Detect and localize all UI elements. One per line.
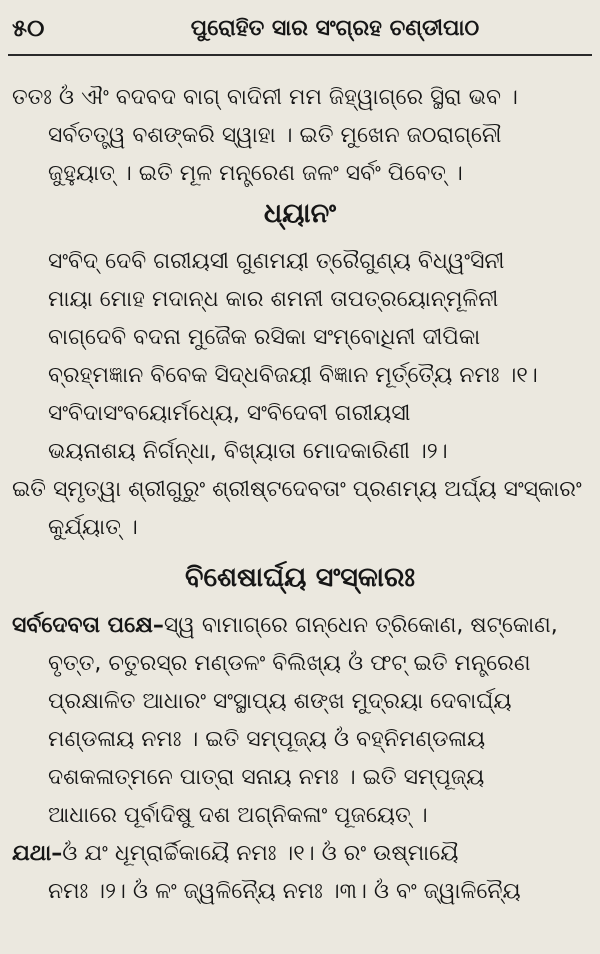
text-line: ତତଃ ଓଁ ଐଂ ବଦବଦ ବାଗ୍ ବାଦିନୀ ମମ ଜିହ୍ୱାଗ୍ରେ ସ୍ଥିରା ଭବ ।: [12, 85, 518, 110]
running-title: ପୁରୋହିତ ସାର ସଂଗ୍ରହ ଚଣ୍ଡୀପାଠ: [190, 16, 480, 41]
text-line: ବୃତ୍ତ, ଚତୁରସ୍ର ମଣ୍ଡଳଂ ବିଲିଖ୍ୟ ଓଁ ଫଟ୍ ଇତି ମନ୍ତ୍ରେଣ: [48, 651, 531, 676]
text-line: ସର୍ବତତ୍ତ୍ୱ ବଶଙ୍କରି ସ୍ୱାହା । ଇତି ମୁଖେନ ଜଠରାଗ୍ନୌ: [48, 123, 502, 148]
page-header: [0, 6, 600, 50]
line-text: ସ୍ୱ ବାମାଗ୍ରେ ଗନ୍ଧେନ ତ୍ରିକୋଣ, ଷଟ୍‌କୋଣ,: [163, 613, 558, 638]
section-heading-vishesh: ବିଶେଷାର୍ଘ୍ୟ ସଂସ୍କାରଃ: [185, 562, 415, 593]
verse-line: ବାଗ୍‌ଦେବି ବଦନା ମୁଜୈକ ରସିକା ସଂମ୍ବୋଧିନୀ ଦୀପିକା: [48, 325, 481, 350]
line-text: ଓଁ ଯଂ ଧୂମ୍ରାର୍ଚ୍ଚିକାୟୈ ନମଃ ।୧। ଓଁ ରଂ ଉଷ୍ମାୟୈ: [62, 841, 459, 866]
text-line: କୁର୍ଯ୍ୟାତ୍ ।: [48, 515, 138, 540]
text-line: [12, 836, 588, 872]
text-line: ନମଃ ।୨। ଓଁ ଳଂ ଜ୍ୱଳିନ୍ୟୈ ନମଃ ।୩। ଓଁ ବଂ ଜ୍ୱାଳିନ୍ୟୈ: [48, 879, 521, 904]
header-rule: [8, 54, 592, 56]
page-number: ୫୦: [12, 14, 45, 42]
section-heading-dhyan: ଧ୍ୟାନଂ: [263, 198, 337, 229]
verse-line: ସଂବିଦାସଂବୟୋର୍ମଧ୍ୟେ, ସଂବିଦେବୀ ଗରୀୟସୀ: [48, 401, 411, 426]
text-line: ମଣ୍ଡଳାୟ ନମଃ । ଇତି ସମ୍ପୂଜ୍ୟ ଓଁ ବହ୍ନିମଣ୍ଡଳାୟ: [48, 727, 486, 752]
verse-line: ମାୟା ମୋହ ମଦାନ୍ଧ କାର ଶମନୀ ତାପତ୍ରୟୋନ୍ମୂଳିନୀ: [48, 287, 499, 312]
text-line: ଦଶକଳାତ୍ମନେ ପାତ୍ରା ସନାୟ ନମଃ । ଇତି ସମ୍ପୂଜ୍ୟ: [48, 765, 485, 790]
line-lead: ଯଥା–: [12, 841, 63, 866]
verse-line: ଭୟନାଶୟ ନିର୍ଗନ୍ଧା, ବିଖ୍ୟାତା ମୋଦକାରିଣୀ ।୨।: [48, 439, 448, 464]
text-line: ଆଧାରେ ପୂର୍ବାଦିଷୁ ଦଶ ଅଗ୍ନିକଳାଂ ପୂଜୟେତ୍ ।: [48, 803, 428, 828]
verse-line: ସଂବିଦ୍ ଦେବି ଗରୀୟସୀ ଗୁଣମୟୀ ତ୍ରୈଗୁଣ୍ୟ ବିଧ୍ୱଂସିନୀ: [48, 249, 505, 274]
verse-line: ବ୍ରହ୍ମଜ୍ଞାନ ବିବେକ ସିଦ୍ଧବିଜୟୀ ବିଜ୍ଞାନ ମୂର୍ତ୍ତ୍ୟୈ ନମଃ ।୧।: [48, 363, 538, 388]
text-line: ଜୁହୁୟାତ୍ । ଇତି ମୂଳ ମନ୍ତ୍ରେଣ ଜଳଂ ସର୍ବଂ ପିବେତ୍ ।: [48, 161, 463, 186]
text-line: ଇତି ସ୍ମୃତ୍ୱା ଶ୍ରୀଗୁରୁଂ ଶ୍ରୀଷ୍ଟଦେବତାଂ ପ୍ରଣମ୍ୟ ଅର୍ଘ୍ୟ ସଂସ୍କାରଂ: [12, 477, 582, 502]
text-line: [12, 608, 588, 644]
line-lead: ସର୍ବଦେବତା ପକ୍ଷେ–: [12, 613, 164, 638]
text-line: ପ୍ରକ୍ଷାଳିତ ଆଧାରଂ ସଂସ୍ଥାପ୍ୟ ଶଙ୍ଖ ମୁଦ୍ରୟା ଦେବାର୍ଘ୍ୟ: [48, 689, 512, 714]
